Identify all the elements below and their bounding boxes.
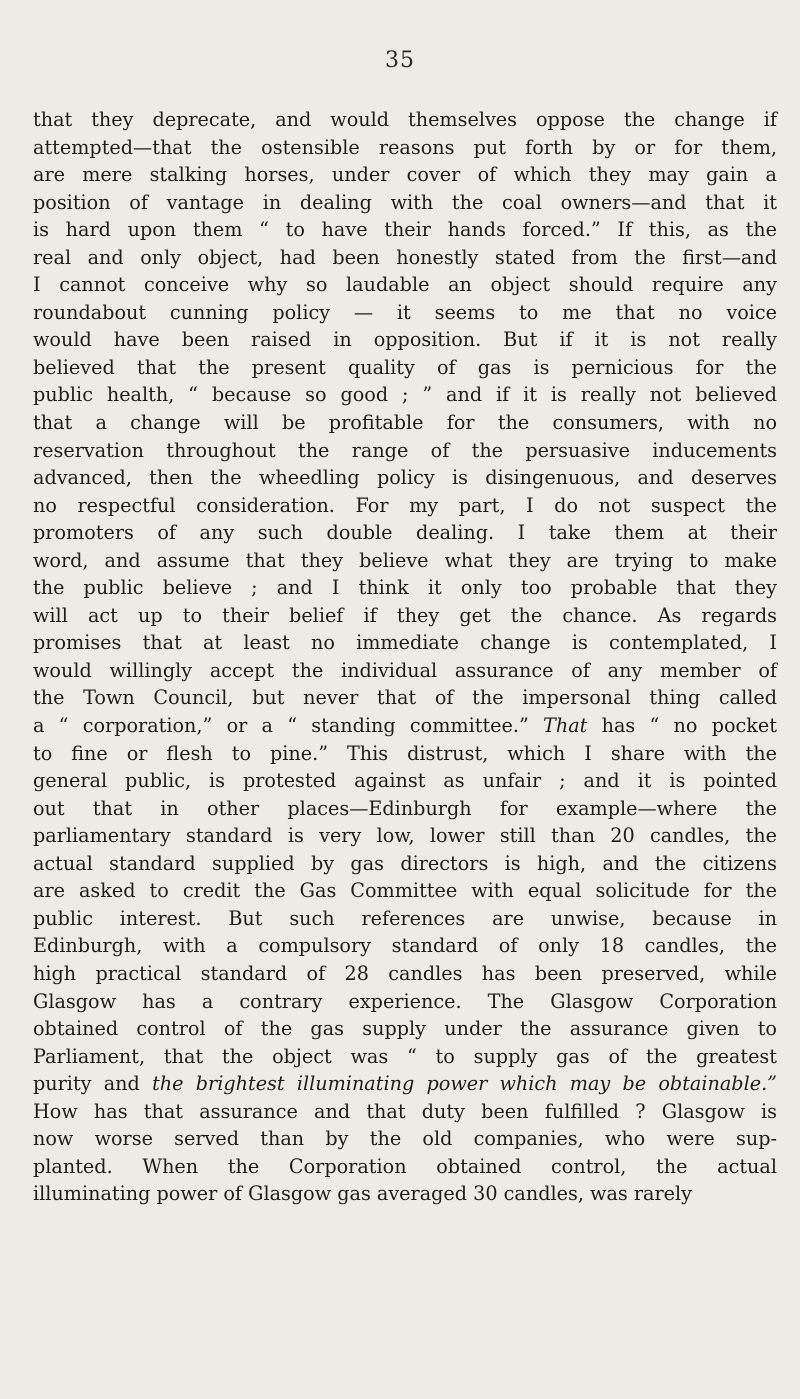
text-line: Glasgow has a contrary experience. The Glasgow Corporation <box>33 989 777 1013</box>
text-line: that a change will be profitable for the consumers, with no <box>33 411 777 435</box>
text-line: to fine or flesh to pine.” This distrust, which I share with the <box>33 741 777 765</box>
italic-text: That <box>543 714 588 738</box>
text-line: Edinburgh, with a compulsory standard of only 18 candles, the <box>33 934 777 958</box>
text-line: roundabout cunning policy — it seems to me that no voice <box>33 300 777 324</box>
text-line: parliamentary standard is very low, lower still than 20 candles, the <box>33 824 777 848</box>
text-line: are asked to credit the Gas Committee with equal solicitude for the <box>33 879 777 903</box>
body-text <box>33 106 777 1208</box>
text-line: actual standard supplied by gas directors is high, and the citizens <box>33 851 777 875</box>
text-line: would willingly accept the individual assurance of any member of <box>33 658 777 682</box>
text-line: high practical standard of 28 candles has been preserved, while <box>33 961 777 985</box>
text-line: public interest. But such references are unwise, because in <box>33 906 777 930</box>
italic-text: the brightest illuminating power which may be obtainable.” <box>152 1072 777 1096</box>
text-line: promoters of any such double dealing. I take them at their <box>33 521 777 545</box>
text-line: the Town Council, but never that of the impersonal thing called <box>33 686 777 710</box>
text-segment: purity and <box>33 1072 140 1096</box>
text-line: are mere stalking horses, under cover of which they may gain a <box>33 163 777 187</box>
text-line: would have been raised in opposition. But if it is not really <box>33 328 777 352</box>
text-line: obtained control of the gas supply under the assurance given to <box>33 1017 777 1041</box>
text-line-mixed <box>33 1070 777 1098</box>
text-line: will act up to their belief if they get the chance. As regards <box>33 603 777 627</box>
text-line: planted. When the Corporation obtained control, the actual <box>33 1154 777 1178</box>
text-line: out that in other places—Edinburgh for example—where the <box>33 796 777 820</box>
text-line: public health, “ because so good ; ” and if it is really not believed <box>33 383 777 407</box>
text-line: Parliament, that the object was “ to supply gas of the greatest <box>33 1044 777 1068</box>
text-line: I cannot conceive why so laudable an object should require any <box>33 273 777 297</box>
text-line: general public, is protested against as unfair ; and it is pointed <box>33 769 777 793</box>
page-number: 35 <box>385 48 415 73</box>
text-line: real and only object, had been honestly stated from the first—and <box>33 245 777 269</box>
text-line: now worse served than by the old companies, who were sup- <box>33 1127 777 1151</box>
text-line: attempted—that the ostensible reasons put forth by or for them, <box>33 135 777 159</box>
text-line: reservation throughout the range of the persuasive inducements <box>33 438 777 462</box>
text-line-mixed <box>33 712 777 740</box>
text-line: the public believe ; and I think it only too probable that they <box>33 576 777 600</box>
text-segment: a “ corporation,” or a “ standing committee.” <box>33 714 529 738</box>
text-line: promises that at least no immediate change is contemplated, I <box>33 631 777 655</box>
text-line: believed that the present quality of gas is pernicious for the <box>33 355 777 379</box>
text-line: advanced, then the wheedling policy is disingenuous, and deserves <box>33 466 777 490</box>
text-line: is hard upon them “ to have their hands forced.” If this, as the <box>33 218 777 242</box>
text-segment: has “ no pocket <box>587 714 777 738</box>
text-line: position of vantage in dealing with the coal owners—and that it <box>33 190 777 214</box>
text-line: no respectful consideration. For my part, I do not suspect the <box>33 493 777 517</box>
text-line: word, and assume that they believe what they are trying to make <box>33 548 777 572</box>
text-line: illuminating power of Glasgow gas averaged 30 candles, was rarely <box>33 1182 692 1206</box>
text-line: How has that assurance and that duty been fulfilled ? Glasgow is <box>33 1099 777 1123</box>
text-line: that they deprecate, and would themselves oppose the change if <box>33 108 777 131</box>
